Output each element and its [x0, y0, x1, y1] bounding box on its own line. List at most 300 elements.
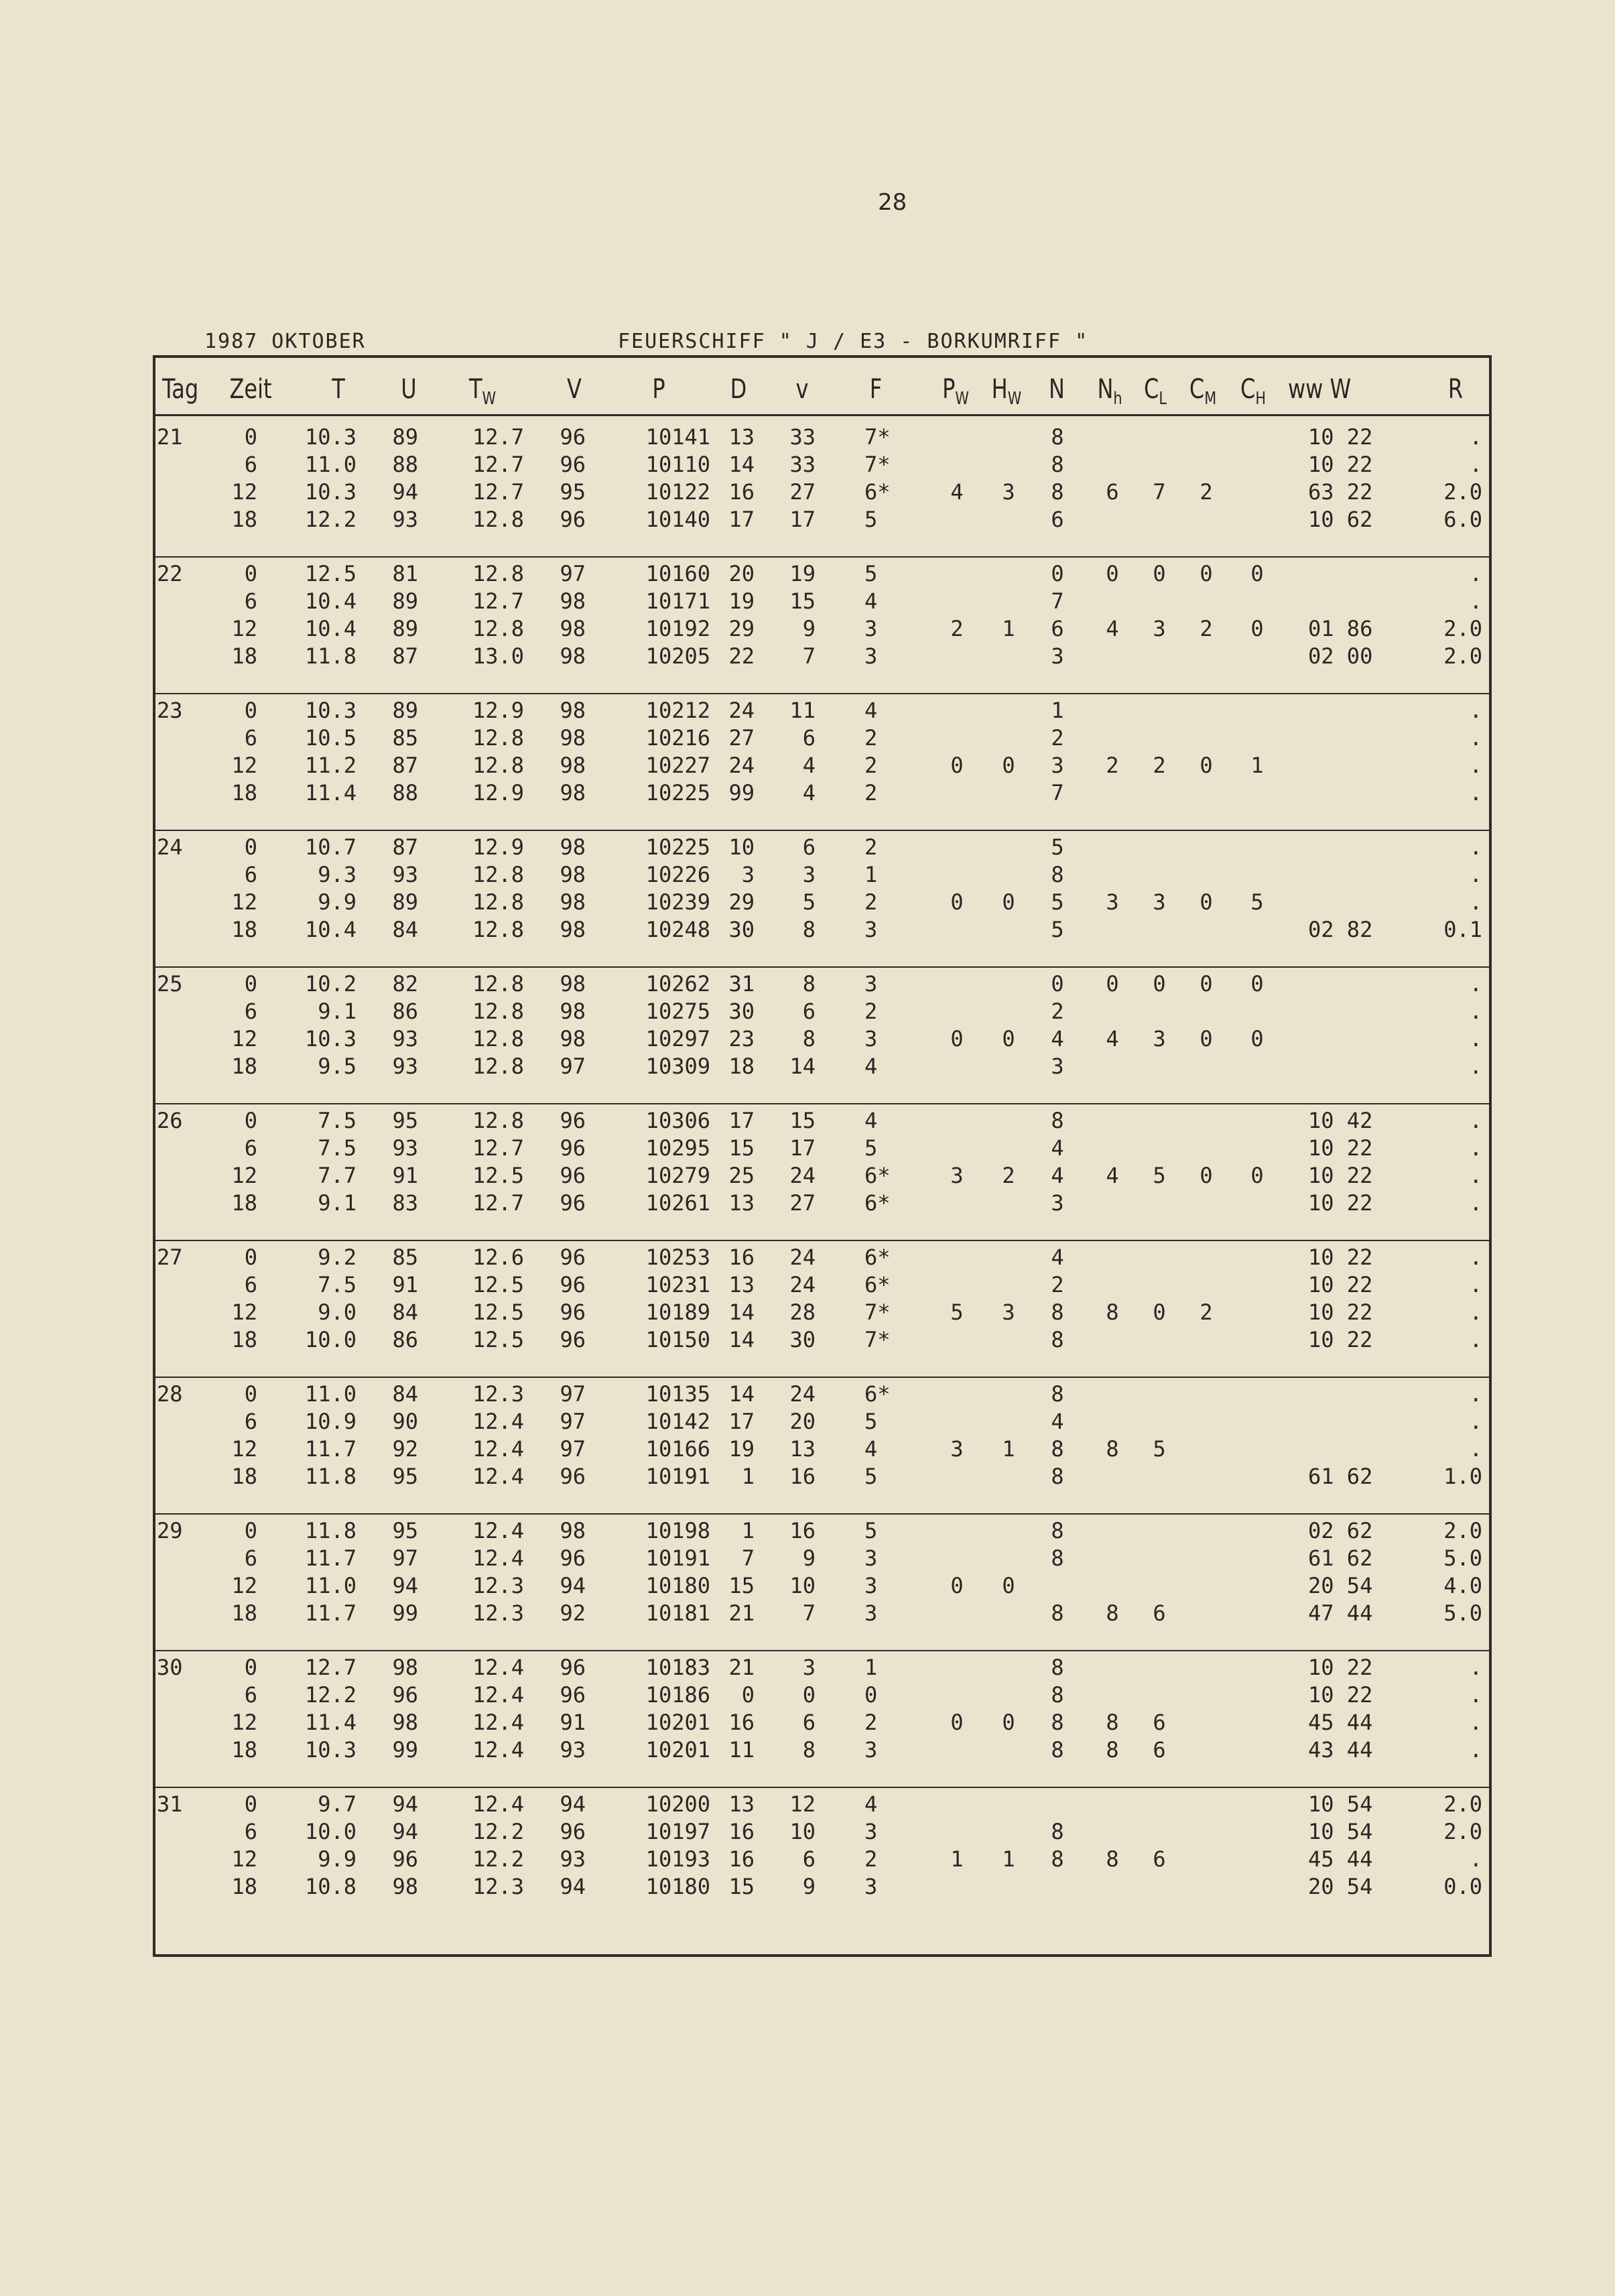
cell-f: 2: [864, 753, 878, 778]
cell-ww: 47 44: [1308, 1600, 1373, 1626]
table-row: [155, 1135, 1489, 1162]
cell-cm: 2: [1200, 479, 1213, 505]
cell-tw: 12.8: [472, 561, 524, 586]
cell-vv: 3: [802, 862, 816, 887]
cell-f: 5: [864, 1464, 878, 1489]
cell-vv: 16: [789, 1464, 816, 1489]
cell-r: .: [1469, 1436, 1482, 1462]
cell-zeit: 12: [231, 1299, 257, 1325]
cell-vv: 4: [802, 753, 816, 778]
cell-t: 11.7: [304, 1436, 357, 1462]
cell-v: 96: [560, 1464, 586, 1489]
cell-d: 16: [728, 1819, 755, 1844]
cell-zeit: 6: [244, 725, 257, 751]
cell-n: 3: [1051, 753, 1064, 778]
cell-v: 98: [560, 862, 586, 887]
cell-v: 97: [560, 1436, 586, 1462]
day-number: 31: [157, 1791, 183, 1817]
cell-nh: 8: [1106, 1299, 1119, 1325]
cell-p: 10216: [645, 725, 710, 751]
day-group: [155, 1377, 1489, 1515]
cell-f: 2: [864, 725, 878, 751]
cell-p: 10166: [645, 1436, 710, 1462]
col-header-chh: $C_H$: [1240, 374, 1266, 409]
cell-u: 87: [392, 753, 418, 778]
cell-cl: 6: [1153, 1846, 1166, 1872]
cell-u: 83: [392, 1190, 418, 1216]
cell-vv: 9: [802, 1545, 816, 1571]
table-row: [155, 1053, 1489, 1080]
cell-cl: 5: [1153, 1163, 1166, 1188]
cell-cm: 2: [1200, 1299, 1213, 1325]
cell-t: 10.3: [304, 1026, 357, 1051]
cell-v: 93: [560, 1846, 586, 1872]
cell-vv: 10: [789, 1819, 816, 1844]
table-row: [155, 1107, 1489, 1135]
cell-d: 31: [728, 971, 755, 997]
table-row: [155, 1791, 1489, 1818]
cell-n: 8: [1051, 1737, 1064, 1763]
cell-u: 89: [392, 588, 418, 614]
cell-t: 7.5: [318, 1135, 357, 1161]
cell-r: .: [1469, 1026, 1482, 1051]
cell-p: 10201: [645, 1737, 710, 1763]
col-header-cl: $C_L$: [1144, 374, 1167, 409]
cell-f: 5: [864, 1518, 878, 1543]
cell-cm: 0: [1200, 753, 1213, 778]
cell-d: 14: [728, 452, 755, 477]
cell-r: .: [1469, 1682, 1482, 1708]
cell-zeit: 18: [231, 1327, 257, 1352]
table-row: [155, 615, 1489, 643]
cell-nh: 4: [1106, 1026, 1119, 1051]
table-row: [155, 1381, 1489, 1408]
cell-ww: 10 22: [1308, 1245, 1373, 1270]
cell-r: 0.1: [1443, 917, 1482, 942]
cell-v: 96: [560, 1299, 586, 1325]
cell-vv: 6: [802, 834, 816, 860]
cell-u: 88: [392, 780, 418, 806]
cell-tw: 12.9: [472, 834, 524, 860]
cell-t: 10.8: [304, 1874, 357, 1899]
day-group: [155, 1103, 1489, 1241]
cell-ww: 10 54: [1308, 1791, 1373, 1817]
cell-pw: 1: [950, 1846, 964, 1872]
cell-nh: 3: [1106, 889, 1119, 915]
cell-v: 97: [560, 561, 586, 586]
cell-p: 10279: [645, 1163, 710, 1188]
cell-r: .: [1469, 1272, 1482, 1297]
cell-f: 5: [864, 1135, 878, 1161]
cell-v: 91: [560, 1710, 586, 1735]
cell-p: 10212: [645, 698, 710, 723]
cell-vv: 6: [802, 725, 816, 751]
cell-tw: 12.7: [472, 1135, 524, 1161]
cell-r: .: [1469, 1163, 1482, 1188]
cell-vv: 24: [789, 1245, 816, 1270]
cell-n: 4: [1051, 1026, 1064, 1051]
cell-p: 10186: [645, 1682, 710, 1708]
col-header-n: N: [1049, 374, 1065, 405]
cell-t: 10.2: [304, 971, 357, 997]
cell-ww: 10 22: [1308, 1135, 1373, 1161]
cell-zeit: 0: [244, 971, 257, 997]
cell-d: 24: [728, 753, 755, 778]
cell-zeit: 18: [231, 1874, 257, 1899]
cell-f: 3: [864, 1545, 878, 1571]
cell-nh: 8: [1106, 1600, 1119, 1626]
cell-nh: 8: [1106, 1737, 1119, 1763]
cell-tw: 12.8: [472, 917, 524, 942]
table-row: [155, 1517, 1489, 1545]
cell-d: 21: [728, 1655, 755, 1680]
cell-d: 30: [728, 999, 755, 1024]
cell-r: .: [1469, 889, 1482, 915]
cell-nh: 0: [1106, 561, 1119, 586]
cell-v: 96: [560, 1819, 586, 1844]
cell-nh: 4: [1106, 616, 1119, 641]
cell-d: 22: [728, 643, 755, 669]
cell-d: 14: [728, 1381, 755, 1407]
cell-vv: 13: [789, 1436, 816, 1462]
cell-vv: 24: [789, 1381, 816, 1407]
table-row: [155, 1736, 1489, 1764]
cell-hw: 0: [1002, 1026, 1015, 1051]
cell-tw: 12.2: [472, 1846, 524, 1872]
cell-u: 87: [392, 834, 418, 860]
cell-u: 95: [392, 1108, 418, 1133]
cell-d: 17: [728, 1409, 755, 1434]
cell-d: 30: [728, 917, 755, 942]
cell-p: 10261: [645, 1190, 710, 1216]
day-group: [155, 1787, 1489, 1923]
col-header-r: R: [1447, 374, 1464, 405]
day-number: 25: [157, 971, 183, 997]
cell-f: 3: [864, 1573, 878, 1598]
col-header-u: U: [401, 374, 417, 405]
day-group: [155, 966, 1489, 1104]
cell-p: 10142: [645, 1409, 710, 1434]
cell-hw: 0: [1002, 889, 1015, 915]
cell-zeit: 12: [231, 479, 257, 505]
cell-r: .: [1469, 834, 1482, 860]
day-number: 29: [157, 1518, 183, 1543]
day-number: 26: [157, 1108, 183, 1133]
cell-v: 96: [560, 1190, 586, 1216]
cell-v: 98: [560, 971, 586, 997]
cell-vv: 5: [802, 889, 816, 915]
year-month-label: 1987 OKTOBER: [204, 330, 366, 353]
cell-r: .: [1469, 1245, 1482, 1270]
cell-p: 10253: [645, 1245, 710, 1270]
cell-u: 89: [392, 424, 418, 450]
cell-v: 96: [560, 1245, 586, 1270]
cell-zeit: 18: [231, 507, 257, 532]
table-row: [155, 834, 1489, 861]
cell-ww: 45 44: [1308, 1846, 1373, 1872]
cell-f: 4: [864, 698, 878, 723]
cell-ww: 01 86: [1308, 616, 1373, 641]
cell-ww: 10 22: [1308, 1655, 1373, 1680]
cell-vv: 3: [802, 1655, 816, 1680]
cell-zeit: 0: [244, 1518, 257, 1543]
cell-pw: 0: [950, 889, 964, 915]
cell-n: 5: [1051, 834, 1064, 860]
cell-v: 98: [560, 780, 586, 806]
cell-d: 15: [728, 1573, 755, 1598]
cell-cm: 2: [1200, 616, 1213, 641]
cell-t: 10.0: [304, 1327, 357, 1352]
cell-vv: 24: [789, 1272, 816, 1297]
cell-r: .: [1469, 1409, 1482, 1434]
cell-tw: 12.9: [472, 698, 524, 723]
cell-u: 93: [392, 1135, 418, 1161]
cell-p: 10197: [645, 1819, 710, 1844]
col-header-p: P: [652, 374, 665, 405]
cell-r: 2.0: [1443, 1518, 1482, 1543]
cell-f: 3: [864, 1819, 878, 1844]
day-group: [155, 420, 1489, 558]
cell-vv: 8: [802, 1737, 816, 1763]
table-row: [155, 697, 1489, 724]
cell-r: .: [1469, 561, 1482, 586]
cell-u: 94: [392, 1791, 418, 1817]
table-row: [155, 1326, 1489, 1354]
cell-t: 9.1: [318, 1190, 357, 1216]
cell-p: 10180: [645, 1573, 710, 1598]
cell-t: 9.2: [318, 1245, 357, 1270]
table-row: [155, 506, 1489, 533]
cell-vv: 9: [802, 1874, 816, 1899]
cell-r: .: [1469, 725, 1482, 751]
cell-zeit: 6: [244, 1409, 257, 1434]
cell-f: 6*: [864, 1163, 891, 1188]
cell-d: 7: [741, 1545, 755, 1571]
cell-zeit: 18: [231, 1600, 257, 1626]
cell-cl: 5: [1153, 1436, 1166, 1462]
cell-t: 10.9: [304, 1409, 357, 1434]
cell-ww: 02 00: [1308, 643, 1373, 669]
cell-ww: 61 62: [1308, 1464, 1373, 1489]
cell-d: 25: [728, 1163, 755, 1188]
cell-tw: 12.4: [472, 1545, 524, 1571]
cell-v: 96: [560, 1135, 586, 1161]
day-group: [155, 556, 1489, 694]
cell-t: 10.3: [304, 479, 357, 505]
cell-pw: 0: [950, 753, 964, 778]
column-header-row: [155, 358, 1489, 416]
cell-vv: 7: [802, 1600, 816, 1626]
cell-ww: 10 62: [1308, 507, 1373, 532]
table-row: [155, 1818, 1489, 1846]
cell-r: .: [1469, 1737, 1482, 1763]
cell-p: 10239: [645, 889, 710, 915]
cell-n: 6: [1051, 507, 1064, 532]
cell-v: 96: [560, 1682, 586, 1708]
cell-cl: 3: [1153, 889, 1166, 915]
cell-f: 4: [864, 1791, 878, 1817]
cell-zeit: 12: [231, 1846, 257, 1872]
table-row: [155, 998, 1489, 1025]
table-row: [155, 1545, 1489, 1572]
cell-u: 86: [392, 999, 418, 1024]
cell-pw: 3: [950, 1436, 964, 1462]
cell-tw: 12.4: [472, 1409, 524, 1434]
cell-u: 91: [392, 1272, 418, 1297]
cell-vv: 27: [789, 1190, 816, 1216]
cell-zeit: 12: [231, 616, 257, 641]
cell-f: 2: [864, 1710, 878, 1735]
cell-tw: 12.8: [472, 862, 524, 887]
day-group: [155, 1240, 1489, 1378]
cell-ww: 02 62: [1308, 1518, 1373, 1543]
cell-r: .: [1469, 1381, 1482, 1407]
cell-zeit: 18: [231, 1464, 257, 1489]
cell-d: 13: [728, 1791, 755, 1817]
cell-vv: 6: [802, 1846, 816, 1872]
day-number: 27: [157, 1245, 183, 1270]
cell-n: 6: [1051, 616, 1064, 641]
cell-n: 8: [1051, 862, 1064, 887]
cell-d: 15: [728, 1135, 755, 1161]
cell-t: 7.5: [318, 1108, 357, 1133]
col-header-zeit: Zeit: [229, 374, 272, 405]
cell-f: 2: [864, 780, 878, 806]
cell-zeit: 12: [231, 1573, 257, 1598]
cell-p: 10171: [645, 588, 710, 614]
table-row: [155, 451, 1489, 479]
cell-v: 98: [560, 889, 586, 915]
cell-pw: 2: [950, 616, 964, 641]
cell-tw: 12.8: [472, 725, 524, 751]
cell-r: .: [1469, 1710, 1482, 1735]
cell-p: 10150: [645, 1327, 710, 1352]
cell-n: 7: [1051, 780, 1064, 806]
col-header-tag: Tag: [162, 374, 199, 405]
cell-zeit: 12: [231, 889, 257, 915]
cell-u: 85: [392, 725, 418, 751]
cell-tw: 12.5: [472, 1299, 524, 1325]
cell-u: 90: [392, 1409, 418, 1434]
cell-t: 9.0: [318, 1299, 357, 1325]
cell-zeit: 0: [244, 698, 257, 723]
cell-u: 93: [392, 1026, 418, 1051]
cell-vv: 8: [802, 917, 816, 942]
cell-vv: 6: [802, 999, 816, 1024]
cell-v: 94: [560, 1791, 586, 1817]
cell-zeit: 6: [244, 588, 257, 614]
cell-u: 99: [392, 1737, 418, 1763]
cell-f: 4: [864, 1108, 878, 1133]
cell-v: 92: [560, 1600, 586, 1626]
cell-tw: 12.5: [472, 1327, 524, 1352]
cell-v: 98: [560, 698, 586, 723]
cell-vv: 11: [789, 698, 816, 723]
cell-v: 98: [560, 1518, 586, 1543]
cell-chh: 0: [1250, 971, 1264, 997]
cell-pw: 4: [950, 479, 964, 505]
cell-zeit: 12: [231, 753, 257, 778]
cell-u: 89: [392, 616, 418, 641]
table-row: [155, 1846, 1489, 1873]
cell-vv: 7: [802, 643, 816, 669]
cell-n: 8: [1051, 1108, 1064, 1133]
cell-hw: 1: [1002, 616, 1015, 641]
cell-v: 98: [560, 616, 586, 641]
col-header-cm: $C_M$: [1189, 374, 1217, 409]
cell-v: 96: [560, 1272, 586, 1297]
cell-u: 81: [392, 561, 418, 586]
cell-n: 3: [1051, 643, 1064, 669]
cell-u: 95: [392, 1464, 418, 1489]
table-row: [155, 560, 1489, 588]
cell-t: 11.2: [304, 753, 357, 778]
cell-zeit: 0: [244, 424, 257, 450]
cell-n: 0: [1051, 971, 1064, 997]
cell-r: 5.0: [1443, 1600, 1482, 1626]
cell-f: 4: [864, 1436, 878, 1462]
cell-d: 29: [728, 616, 755, 641]
cell-d: 29: [728, 889, 755, 915]
cell-u: 91: [392, 1163, 418, 1188]
table-row: [155, 1463, 1489, 1490]
cell-t: 10.5: [304, 725, 357, 751]
cell-t: 12.7: [304, 1655, 357, 1680]
cell-d: 23: [728, 1026, 755, 1051]
cell-r: .: [1469, 999, 1482, 1024]
cell-d: 13: [728, 424, 755, 450]
observation-table: [153, 355, 1492, 1957]
cell-p: 10225: [645, 834, 710, 860]
cell-pw: 0: [950, 1710, 964, 1735]
cell-ww: 20 54: [1308, 1874, 1373, 1899]
cell-t: 11.4: [304, 780, 357, 806]
cell-n: 3: [1051, 1054, 1064, 1079]
cell-p: 10309: [645, 1054, 710, 1079]
cell-t: 10.0: [304, 1819, 357, 1844]
cell-zeit: 0: [244, 1108, 257, 1133]
cell-zeit: 6: [244, 1272, 257, 1297]
cell-ww: 63 22: [1308, 479, 1373, 505]
cell-u: 98: [392, 1655, 418, 1680]
cell-n: 8: [1051, 1710, 1064, 1735]
cell-pw: 0: [950, 1026, 964, 1051]
cell-r: 2.0: [1443, 479, 1482, 505]
cell-n: 7: [1051, 588, 1064, 614]
cell-n: 4: [1051, 1409, 1064, 1434]
table-row: [155, 643, 1489, 670]
table-row: [155, 1244, 1489, 1271]
cell-f: 2: [864, 889, 878, 915]
cell-t: 11.7: [304, 1600, 357, 1626]
table-row: [155, 916, 1489, 944]
cell-n: 8: [1051, 1327, 1064, 1352]
cell-vv: 9: [802, 616, 816, 641]
cell-n: 8: [1051, 479, 1064, 505]
cell-d: 13: [728, 1272, 755, 1297]
cell-u: 87: [392, 643, 418, 669]
cell-n: 4: [1051, 1135, 1064, 1161]
cell-chh: 0: [1250, 1026, 1264, 1051]
cell-ww: 10 22: [1308, 1682, 1373, 1708]
cell-f: 5: [864, 507, 878, 532]
table-row: [155, 1408, 1489, 1436]
cell-pw: 0: [950, 1573, 964, 1598]
cell-hw: 3: [1002, 479, 1015, 505]
cell-zeit: 0: [244, 834, 257, 860]
cell-p: 10226: [645, 862, 710, 887]
col-header-tw: $T_W$: [468, 374, 497, 409]
